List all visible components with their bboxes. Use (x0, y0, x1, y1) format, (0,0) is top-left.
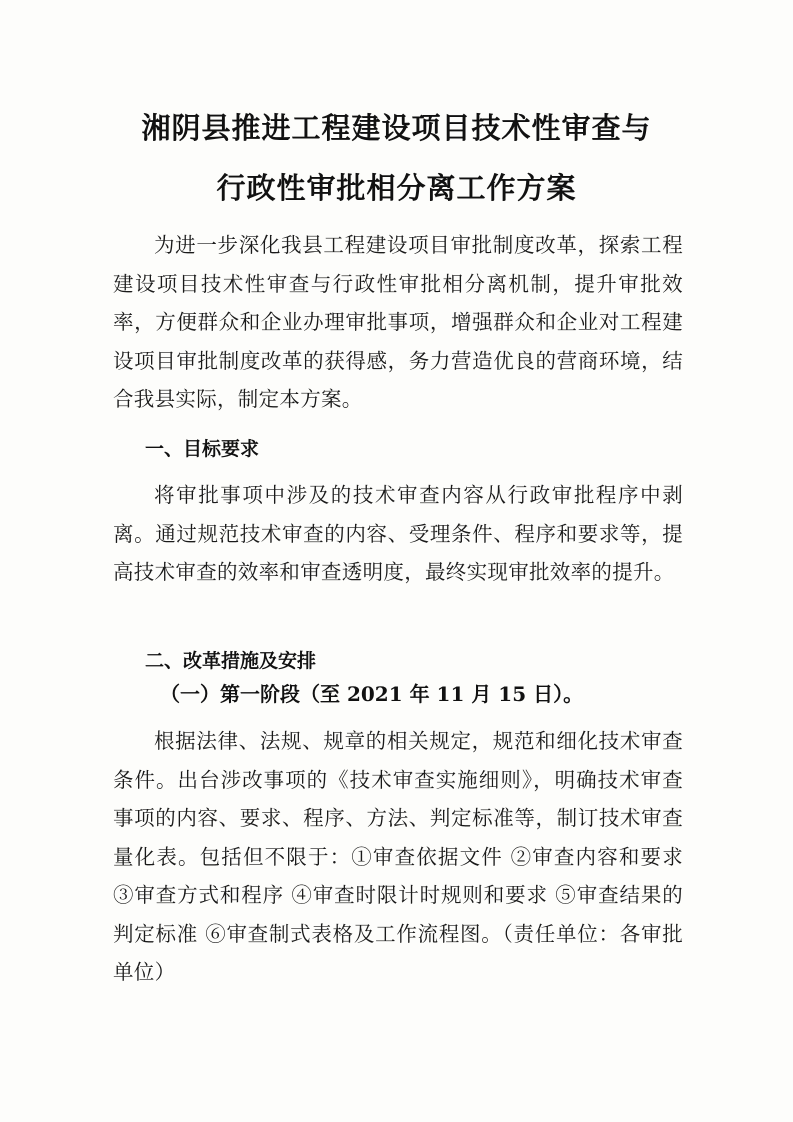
intro-paragraph: 为进一步深化我县工程建设项目审批制度改革，探索工程建设项目技术性审查与行政性审批相分离机制，提升审批效率，方便群众和企业办理审批事项，增强群众和企业对工程建设项目审批制度改革的获得感，务力营造优良的营商环境，结合我县实际，制定本方案。 (113, 233, 683, 411)
section-2-paragraph: 根据法律、法规、规章的相关规定，规范和细化技术审查条件。出台涉改事项的《技术审查实施细则》，明确技术审查事项的内容、要求、程序、方法、判定标准等，制订技术审查量化表。包括但不限于：①审查依据文件 ②审查内容和要求 ③审查方式和程序 ④审查时限计时规则和要求 ⑤审查结果的判定标准 ⑥审查制式表格及工作流程图。（责任单位：各审批单位） (113, 729, 683, 984)
document-title-line-1: 湘阴县推进工程建设项目技术性审查与 (141, 111, 652, 145)
section-1-heading: 一、目标要求 (145, 438, 260, 460)
document-title-line-2: 行政性审批相分离工作方案 (216, 171, 577, 205)
section-1-paragraph: 将审批事项中涉及的技术审查内容从行政审批程序中剥离。通过规范技术审查的内容、受理条件、程序和要求等，提高技术审查的效率和审查透明度，最终实现审批效率的提升。 (113, 483, 683, 584)
section-2-heading: 二、改革措施及安排 (145, 650, 317, 672)
section-2-subheading: （一）第一阶段（至 2021 年 11 月 15 日）。 (160, 682, 584, 706)
